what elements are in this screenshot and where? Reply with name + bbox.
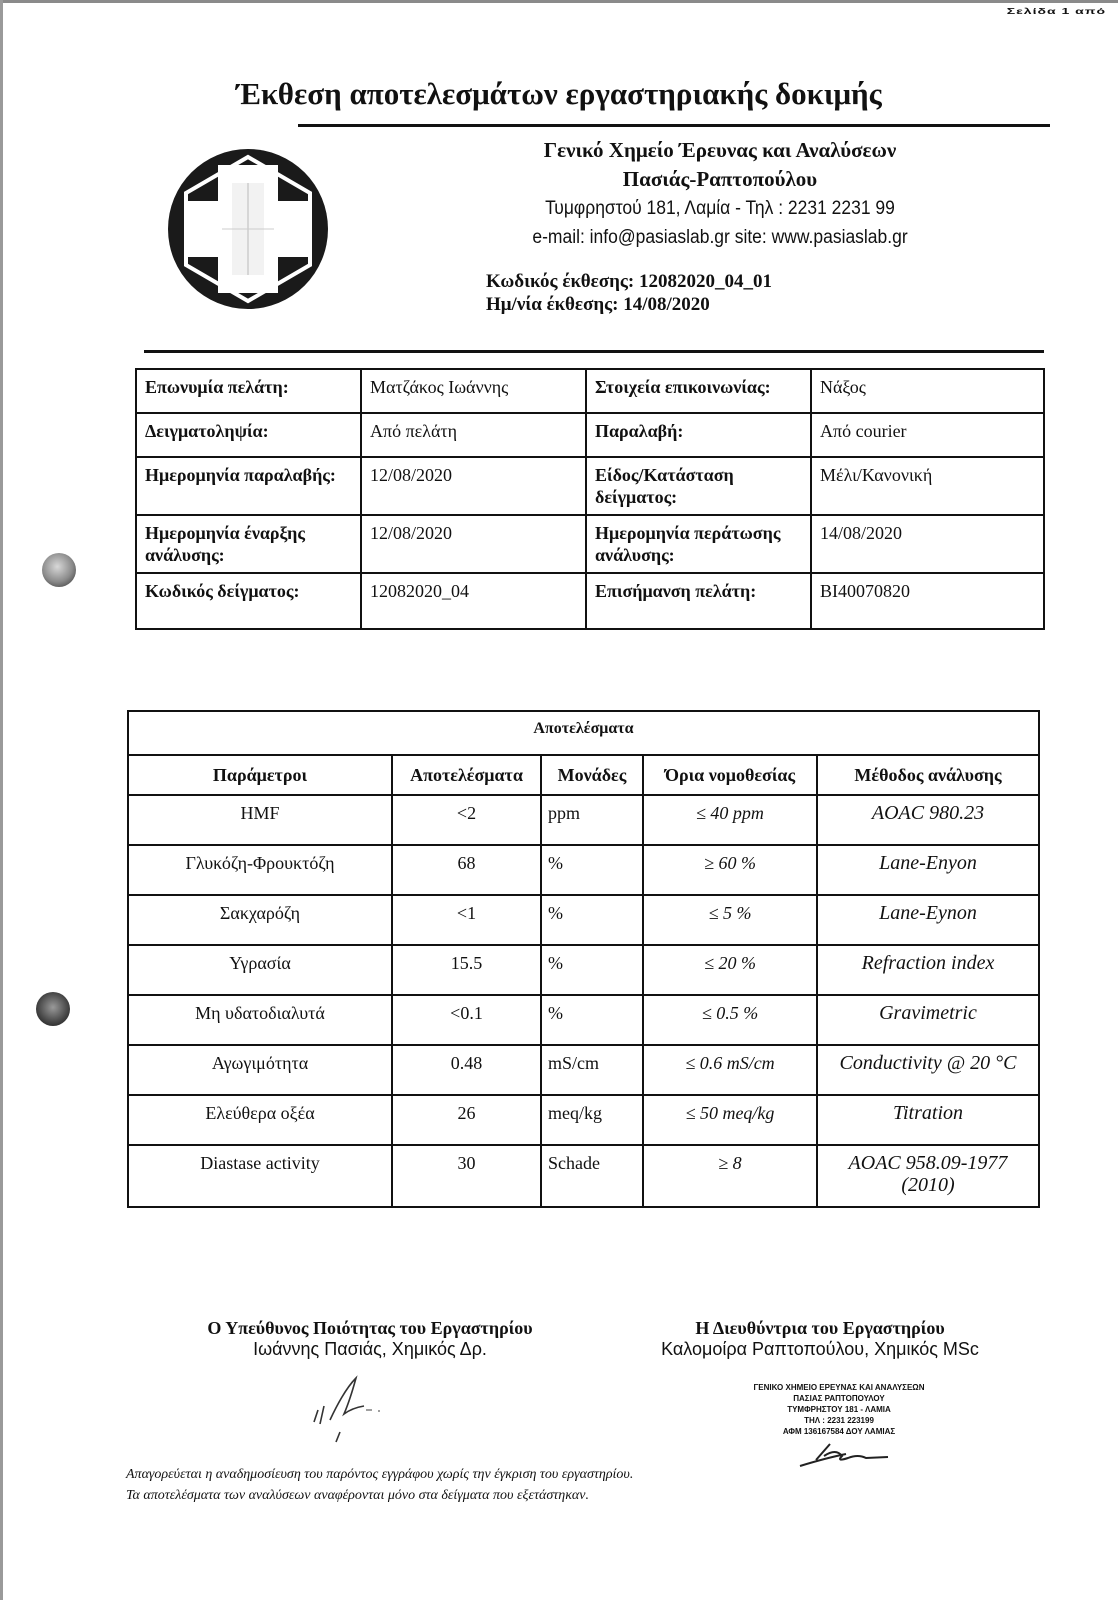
- table-row: [136, 369, 1044, 413]
- receipt-label: Παραλαβή:: [586, 413, 811, 457]
- stamp-line: ΓΕΝΙΚΟ ΧΗΜΕΙΟ ΕΡΕΥΝΑΣ ΚΑΙ ΑΝΑΛΥΣΕΩΝ: [753, 1383, 925, 1392]
- disclaimer-line: Τα αποτελέσματα των αναλύσεων αναφέρονται μόνο στα δείγματα που εξετάστηκαν.: [126, 1488, 589, 1503]
- unit: ppm: [541, 795, 643, 845]
- sample-type-label: Είδος/Κατάσταση δείγματος:: [586, 457, 811, 515]
- result-value: <2: [392, 795, 541, 845]
- analysis-end-label: Ημερομηνία περάτωσης ανάλυσης:: [586, 515, 811, 573]
- param-name: Ελεύθερα οξέα: [128, 1095, 392, 1145]
- analysis-end: 14/08/2020: [811, 515, 1044, 573]
- col-header-method: Μέθοδος ανάλυσης: [817, 755, 1039, 795]
- receipt-value: Από courier: [811, 413, 1044, 457]
- sample-code: 12082020_04: [361, 573, 586, 629]
- lab-stamp: [744, 1382, 934, 1437]
- method: AOAC 958.09-1977 (2010): [817, 1145, 1039, 1207]
- table-row: [128, 1045, 1039, 1095]
- divider: [298, 124, 1050, 127]
- result-value: 0.48: [392, 1045, 541, 1095]
- client-name-label: Επωνυμία πελάτη:: [136, 369, 361, 413]
- unit: %: [541, 845, 643, 895]
- results-caption: Αποτελέσματα: [128, 711, 1039, 755]
- result-value: 68: [392, 845, 541, 895]
- scan-edge-top: [0, 0, 1118, 3]
- unit: %: [541, 945, 643, 995]
- stamp-line: ΑΦΜ 136167584 ΔΟΥ ΛΑΜΙΑΣ: [782, 1427, 896, 1436]
- document-title: Έκθεση αποτελεσμάτων εργαστηριακής δοκιμής: [236, 76, 882, 111]
- table-row: [136, 515, 1044, 573]
- legal-limit: ≤ 40 ppm: [643, 795, 817, 845]
- punch-hole: [42, 553, 76, 587]
- result-value: <0.1: [392, 995, 541, 1045]
- sample-type: Μέλι/Κανονική: [811, 457, 1044, 515]
- report-code-label: Κωδικός έκθεσης:: [486, 271, 635, 292]
- param-name: Γλυκόζη-Φρουκτόζη: [128, 845, 392, 895]
- analysis-start: 12/08/2020: [361, 515, 586, 573]
- param-name: Υγρασία: [128, 945, 392, 995]
- method: Lane-Enyon: [817, 845, 1039, 895]
- legal-limit: ≥ 8: [643, 1145, 817, 1207]
- method: Conductivity @ 20 °C: [817, 1045, 1039, 1095]
- sample-code-label: Κωδικός δείγματος:: [136, 573, 361, 629]
- table-row: [128, 845, 1039, 895]
- table-row: [128, 795, 1039, 845]
- method: Lane-Eynon: [817, 895, 1039, 945]
- unit: mS/cm: [541, 1045, 643, 1095]
- method: Gravimetric: [817, 995, 1039, 1045]
- receipt-date: 12/08/2020: [361, 457, 586, 515]
- lab-name-owners: Πασιάς-Ραπτοπούλου: [622, 167, 818, 191]
- sampling-value: Από πελάτη: [361, 413, 586, 457]
- client-marking-label: Επισήμανση πελάτη:: [586, 573, 811, 629]
- disclaimer: [126, 1464, 633, 1506]
- lab-name: Γενικό Χημείο Έρευνας και Αναλύσεων: [543, 138, 897, 162]
- disclaimer-line: Απαγορεύεται η αναδημοσίευση του παρόντος εγγράφου χωρίς την έγκριση του εργαστηρίου.: [126, 1467, 634, 1482]
- result-value: 30: [392, 1145, 541, 1207]
- param-name: Diastase activity: [128, 1145, 392, 1207]
- stamp-line: ΤΗΛ : 2231 223199: [804, 1416, 874, 1425]
- table-header-row: [128, 755, 1039, 795]
- handwritten-signature-icon: [300, 1370, 410, 1450]
- table-row: [128, 895, 1039, 945]
- method: AOAC 980.23: [817, 795, 1039, 845]
- page-number: Σελίδα 1 από: [1006, 6, 1106, 16]
- table-row: [136, 573, 1044, 629]
- report-code: 12082020_04_01: [638, 271, 772, 292]
- contact-label: Στοιχεία επικοινωνίας:: [586, 369, 811, 413]
- signatory-name: Καλομοίρα Ραπτοπούλου, Χημικός MSc: [661, 1339, 979, 1359]
- stamp-line: ΠΑΣΙΑΣ ΡΑΠΤΟΠΟΥΛΟΥ: [793, 1394, 885, 1403]
- client-name: Ματζάκος Ιωάννης: [361, 369, 586, 413]
- param-name: Αγωγιμότητα: [128, 1045, 392, 1095]
- unit: %: [541, 995, 643, 1045]
- scan-edge-left: [0, 0, 3, 1600]
- param-name: HMF: [128, 795, 392, 845]
- contact-value: Νάξος: [811, 369, 1044, 413]
- method: Refraction index: [817, 945, 1039, 995]
- legal-limit: ≤ 0.5 %: [643, 995, 817, 1045]
- table-row: [128, 995, 1039, 1045]
- signatory-title: Ο Υπεύθυνος Ποιότητας του Εργαστηρίου: [207, 1318, 533, 1338]
- col-header-parameter: Παράμετροι: [128, 755, 392, 795]
- result-value: 26: [392, 1095, 541, 1145]
- param-name: Σακχαρόζη: [128, 895, 392, 945]
- client-info-table: [135, 368, 1045, 630]
- divider: [144, 350, 1044, 353]
- table-row: [136, 413, 1044, 457]
- client-marking: BI40070820: [811, 573, 1044, 629]
- legal-limit: ≤ 0.6 mS/cm: [643, 1045, 817, 1095]
- unit: %: [541, 895, 643, 945]
- legal-limit: ≥ 60 %: [643, 845, 817, 895]
- report-date: 14/08/2020: [623, 294, 710, 315]
- col-header-limit: Όρια νομοθεσίας: [643, 755, 817, 795]
- unit: meq/kg: [541, 1095, 643, 1145]
- handwritten-signature-icon: [796, 1440, 906, 1470]
- unit: Schade: [541, 1145, 643, 1207]
- signatory-name: Ιωάννης Πασιάς, Χημικός Δρ.: [253, 1339, 487, 1359]
- legal-limit: ≤ 20 %: [643, 945, 817, 995]
- signatory-title: Η Διευθύντρια του Εργαστηρίου: [695, 1318, 945, 1338]
- result-value: <1: [392, 895, 541, 945]
- director-signature-block: [640, 1318, 1000, 1360]
- param-name: Μη υδατοδιαλυτά: [128, 995, 392, 1045]
- result-value: 15.5: [392, 945, 541, 995]
- col-header-result: Αποτελέσματα: [392, 755, 541, 795]
- legal-limit: ≤ 5 %: [643, 895, 817, 945]
- legal-limit: ≤ 50 meq/kg: [643, 1095, 817, 1145]
- report-meta: [486, 270, 772, 316]
- lab-logo-icon: [162, 143, 334, 315]
- table-row: [128, 1145, 1039, 1207]
- lab-contact: e-mail: info@pasiaslab.gr site: www.pasiaslab.gr: [532, 227, 908, 248]
- sampling-label: Δειγματοληψία:: [136, 413, 361, 457]
- receipt-date-label: Ημερομηνία παραλαβής:: [136, 457, 361, 515]
- method: Titration: [817, 1095, 1039, 1145]
- punch-hole: [36, 992, 70, 1026]
- table-row: [128, 945, 1039, 995]
- stamp-line: ΤΥΜΦΡΗΣΤΟΥ 181 - ΛΑΜΙΑ: [787, 1405, 891, 1414]
- analysis-start-label: Ημερομηνία έναρξης ανάλυσης:: [136, 515, 361, 573]
- col-header-unit: Μονάδες: [541, 755, 643, 795]
- lab-header: [440, 136, 1000, 252]
- lab-address: Τυμφρηστού 181, Λαμία - Τηλ : 2231 2231 99: [545, 198, 895, 219]
- quality-manager-signature-block: [180, 1318, 560, 1360]
- report-date-label: Ημ/νία έκθεσης:: [486, 294, 619, 315]
- results-table: [127, 710, 1040, 1208]
- table-row: [128, 1095, 1039, 1145]
- table-row: [136, 457, 1044, 515]
